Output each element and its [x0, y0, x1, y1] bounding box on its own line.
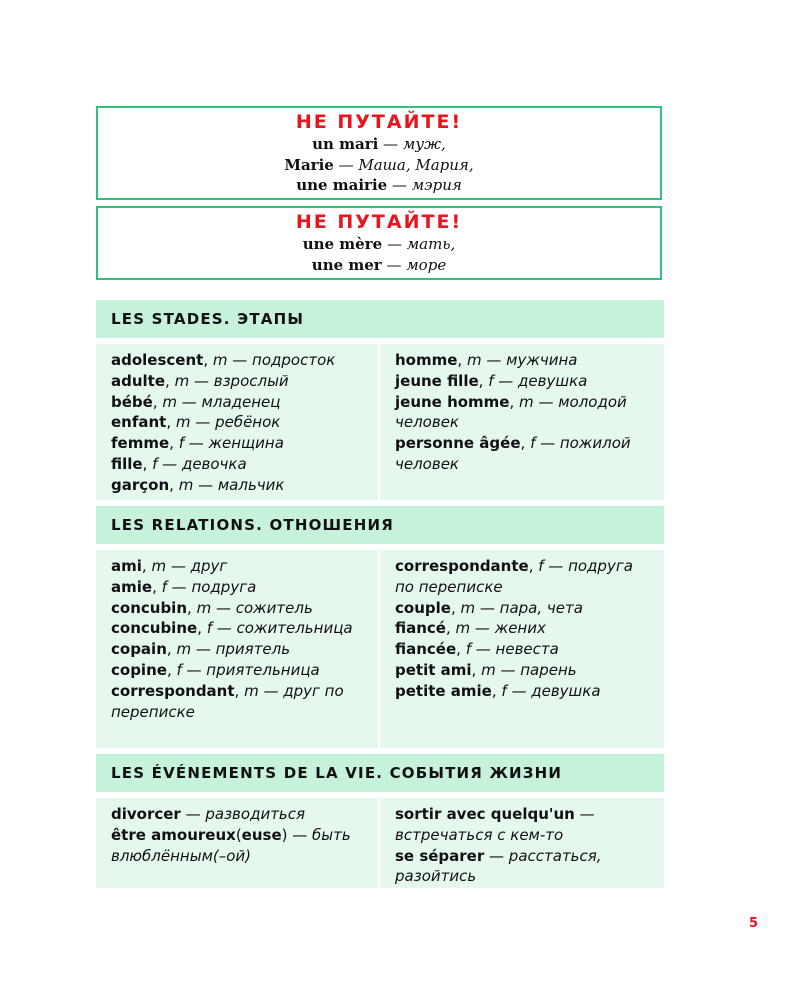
- vocab-entry: adulte, m — взрослый: [111, 371, 289, 390]
- warning-box-1: [96, 106, 662, 200]
- vocab-column-right: [380, 344, 664, 500]
- warning-line: une mer — море: [311, 255, 447, 274]
- vocab-column-left: [96, 798, 378, 888]
- vocab-entry: garçon, m — мальчик: [111, 475, 285, 494]
- vocab-entry: ami, m — друг: [111, 557, 228, 575]
- vocab-entry: bébé, m — младенец: [111, 392, 281, 411]
- warning-line: Marie — Маша, Мария,: [284, 155, 474, 174]
- vocab-entry: amie, f — подруга: [111, 577, 257, 596]
- vocab-entry: jeune homme, m — молодой человек: [395, 392, 627, 432]
- vocab-entry: se séparer — расстаться, разойтись: [395, 846, 602, 886]
- vocab-column-left: [96, 344, 378, 500]
- vocab-entry: homme, m — мужчина: [395, 351, 578, 369]
- vocab-entry: copine, f — приятельница: [111, 660, 320, 679]
- warning-title: НЕ ПУТАЙТЕ!: [295, 211, 463, 233]
- section-title: LES RELATIONS. ОТНОШЕНИЯ: [96, 506, 664, 544]
- vocab-entry: couple, m — пара, чета: [395, 598, 583, 617]
- page-number: 5: [748, 916, 758, 931]
- section-evenements: [96, 754, 664, 888]
- section-title: LES STADES. ЭТАПЫ: [96, 300, 664, 338]
- vocab-entry: fiancé, m — жених: [395, 619, 546, 638]
- vocab-column-right: [380, 798, 664, 888]
- warning-box-2: [96, 206, 662, 280]
- vocab-column-left: [96, 550, 378, 748]
- vocab-entry: jeune fille, f — девушка: [395, 371, 588, 390]
- warning-title: НЕ ПУТАЙТЕ!: [295, 111, 463, 133]
- warning-line: une mère — мать,: [302, 235, 456, 253]
- vocab-entry: correspondante, f — подруга по переписке: [395, 557, 633, 596]
- vocab-entry: concubine, f — сожительница: [111, 619, 353, 638]
- vocab-entry: petit ami, m — парень: [395, 660, 577, 679]
- vocab-entry: copain, m — приятель: [111, 640, 291, 659]
- vocab-entry: correspondant, m — друг по переписке: [111, 681, 344, 721]
- vocab-entry: concubin, m — сожитель: [111, 598, 313, 617]
- section-stades: [96, 300, 664, 500]
- vocab-entry: personne âgée, f — пожилой человек: [395, 434, 631, 473]
- section-title: LES ÉVÉNEMENTS DE LA VIE. СОБЫТИЯ ЖИЗНИ: [96, 754, 664, 792]
- vocab-entry: être amoureux(euse) — быть влюблённым(–ой): [111, 825, 351, 865]
- section-relations: [96, 506, 664, 748]
- warning-line: une mairie — мэрия: [296, 176, 462, 194]
- vocab-entry: enfant, m — ребёнок: [111, 413, 281, 432]
- vocab-entry: femme, f — женщина: [111, 434, 284, 453]
- warning-line: un mari — муж,: [312, 135, 446, 153]
- vocab-entry: divorcer — разводиться: [111, 805, 306, 823]
- vocab-entry: fille, f — девочка: [111, 454, 247, 473]
- vocab-column-right: [380, 550, 664, 748]
- vocab-entry: adolescent, m — подросток: [111, 351, 336, 369]
- vocab-entry: fiancée, f — невеста: [395, 640, 559, 659]
- vocab-entry: sortir avec quelqu'un — встречаться с кем-то: [395, 805, 595, 844]
- vocab-entry: petite amie, f — девушка: [395, 681, 601, 700]
